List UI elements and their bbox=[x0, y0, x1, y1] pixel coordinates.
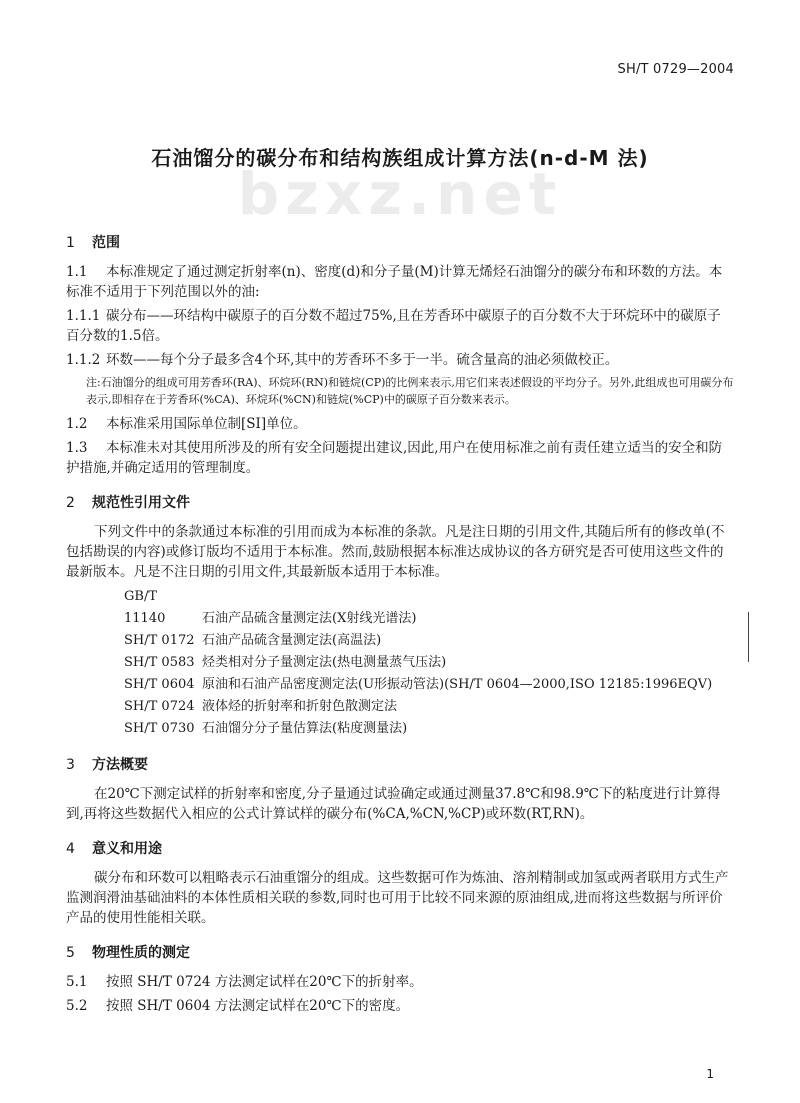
clause-1-2: 1.2 本标准采用国际单位制[SI]单位。 bbox=[66, 416, 307, 432]
document-title: 石油馏分的碳分布和结构族组成计算方法(n-d-M 法) bbox=[151, 146, 649, 170]
section-2-intro: 下列文件中的条款通过本标准的引用而成为本标准的条款。凡是注日期的引用文件,其随后所有的修改单(不包括勘误的内容)或修订版均不适用于本标准。然而,鼓励根据本标准达成协议的各方研究是否可使用这些文件的最新版本。凡是不注日期的引用文件,其最新版本适用于本标准。 bbox=[66, 524, 725, 580]
clause-1-1: 1.1 本标准规定了通过测定折射率(n)、密度(d)和分子量(M)计算无烯烃石油馏分的碳分布和环数的方法。本标准不适用于下列范围以外的油: bbox=[66, 264, 723, 300]
reference-item: SH/T 0583 烃类相对分子量测定法(热电测量蒸气压法) bbox=[124, 655, 447, 670]
note: 注:石油馏分的组成可用芳香环(RA)、环烷环(RN)和链烷(CP)的比例来表示,用它们来表述假设的平均分子。另外,此组成也可用碳分布表示,即相存在于芳香环(%CA)、环烷环(%CN)和链烷(%CP)中的碳原子百分数来表示。 bbox=[86, 376, 734, 406]
section-4-text: 碳分布和环数可以粗略表示石油重馏分的组成。这些数据可作为炼油、溶剂精制或加氢或两者联用方式生产监测润滑油基础油料的本体性质相关联的参数,同时也可用于比较不同来源的原油组成,进而将这些数据与所评价产品的使用性能相关联。 bbox=[66, 870, 729, 926]
reference-item: SH/T 0604 原油和石油产品密度测定法(U形振动管法)(SH/T 0604—2000,ISO 12185:1996EQV) bbox=[124, 677, 713, 692]
reference-item: SH/T 0724 液体烃的折射率和折射色散测定法 bbox=[124, 699, 398, 714]
section-1-heading: 1 范围 bbox=[66, 235, 120, 251]
reference-item: GB/T 11140 石油产品硫含量测定法(X射线光谱法) bbox=[124, 589, 417, 626]
clause-5-1: 5.1 按照 SH/T 0724 方法测定试样在20℃下的折射率。 bbox=[66, 974, 423, 990]
standard-code: SH/T 0729—2004 bbox=[617, 62, 734, 77]
margin-rule bbox=[748, 612, 749, 662]
section-3-heading: 3 方法概要 bbox=[66, 757, 148, 773]
clause-1-1-2: 1.1.2 环数——每个分子最多含4个环,其中的芳香环不多于一半。硫含量高的油必须做校正。 bbox=[66, 352, 619, 368]
page-number: 1 bbox=[706, 1067, 714, 1081]
section-5-heading: 5 物理性质的测定 bbox=[66, 945, 190, 961]
section-2-heading: 2 规范性引用文件 bbox=[66, 495, 190, 511]
section-3-text: 在20℃下测定试样的折射率和密度,分子量通过试验确定或通过测量37.8℃和98.9℃下的粘度进行计算得到,再将这些数据代入相应的公式计算试样的碳分布(%CA,%CN,%CP)或环数(RT,RN)。 bbox=[66, 786, 721, 822]
clause-5-2: 5.2 按照 SH/T 0604 方法测定试样在20℃下的密度。 bbox=[66, 998, 410, 1014]
watermark: bzxz.net bbox=[237, 160, 563, 228]
clause-1-3: 1.3 本标准未对其使用所涉及的所有安全问题提出建议,因此,用户在使用标准之前有责任建立适当的安全和防护措施,并确定适用的管理制度。 bbox=[66, 440, 723, 476]
clause-1-1-1: 1.1.1 碳分布——环结构中碳原子的百分数不超过75%,且在芳香环中碳原子的百分数不大于环烷环中的碳原子百分数的1.5倍。 bbox=[66, 308, 721, 344]
reference-item: SH/T 0730 石油馏分分子量估算法(粘度测量法) bbox=[124, 721, 408, 736]
document-body bbox=[66, 218, 734, 1020]
reference-item: SH/T 0172 石油产品硫含量测定法(高温法) bbox=[124, 633, 382, 648]
section-4-heading: 4 意义和用途 bbox=[66, 841, 162, 857]
